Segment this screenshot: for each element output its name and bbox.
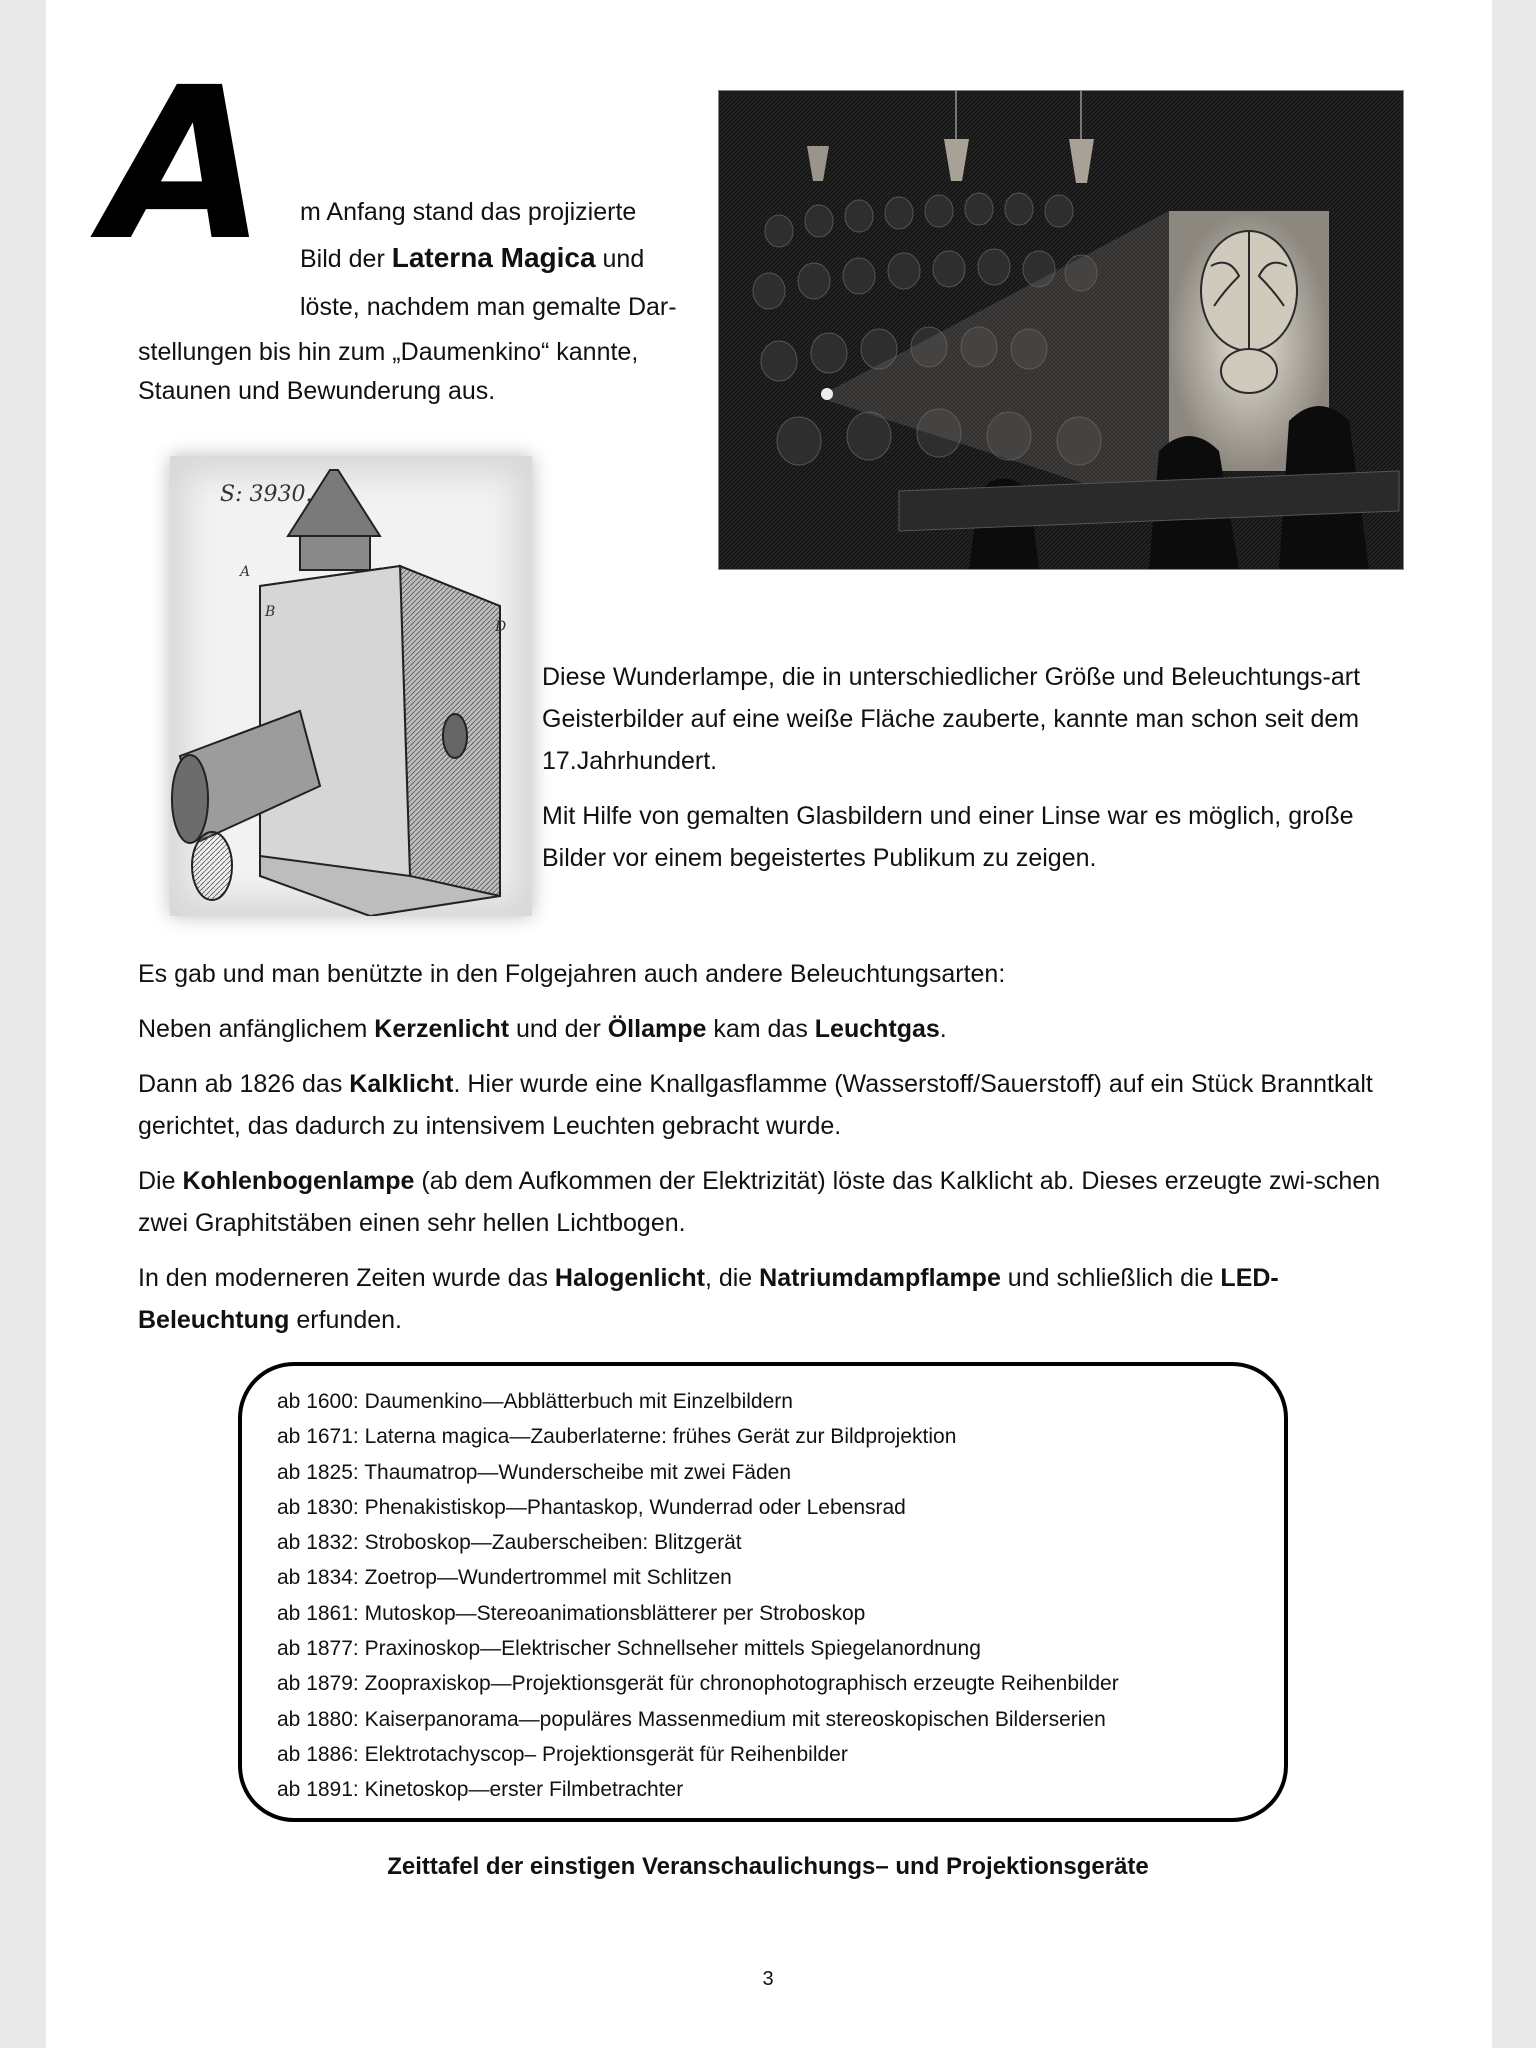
timeline-row: ab 1825: Thaumatrop—Wunderscheibe mit zwei Fäden bbox=[277, 1460, 792, 1484]
timeline-caption: Zeittafel der einstigen Veranschaulichungs– und Projektionsgeräte bbox=[387, 1853, 1149, 1880]
timeline-row: ab 1832: Stroboskop—Zauberscheiben: Blitzgerät bbox=[277, 1531, 742, 1555]
kalklicht-bold: Kalklicht bbox=[349, 1070, 454, 1098]
body-text-span: Dann ab 1826 das bbox=[138, 1070, 350, 1098]
body-text-span: kam das bbox=[706, 1015, 815, 1043]
intro-line-4: stellungen bis hin zum „Daumenkino“ kannte, bbox=[138, 338, 639, 366]
timeline-row: ab 1891: Kinetoskop—erster Filmbetrachter bbox=[277, 1778, 684, 1802]
svg-text:B: B bbox=[265, 604, 276, 620]
body-text-span: und der bbox=[509, 1015, 608, 1043]
timeline-row: ab 1830: Phenakistiskop—Phantaskop, Wunderrad oder Lebensrad bbox=[277, 1495, 906, 1519]
body-paragraph-2 bbox=[138, 1008, 1408, 1050]
led-beleuchtung-bold: LED-Beleuchtung bbox=[138, 1264, 1279, 1334]
timeline-row: ab 1671: Laterna magica—Zauberlaterne: frühes Gerät zur Bildprojektion bbox=[277, 1425, 957, 1449]
timeline-row: ab 1834: Zoetrop—Wundertrommel mit Schlitzen bbox=[277, 1566, 732, 1590]
lighting-history-text bbox=[138, 953, 1408, 1354]
laterna-magica-drawing bbox=[170, 456, 532, 916]
intro-line-3: löste, nachdem man gemalte Dar- bbox=[300, 293, 677, 321]
lantern-description bbox=[542, 656, 1400, 892]
lantern-illustration bbox=[170, 456, 532, 916]
engraving-illustration bbox=[719, 91, 1403, 569]
oellampe-bold: Öllampe bbox=[607, 1015, 707, 1043]
timeline-row: ab 1861: Mutoskop—Stereoanimationsblätterer per Stroboskop bbox=[277, 1601, 866, 1625]
body-paragraph-3 bbox=[138, 1063, 1408, 1147]
lantern-description-p2: Mit Hilfe von gemalten Glasbildern und einer Linse war es möglich, große Bilder vor einem begeistertes Publikum zu zeigen. bbox=[542, 802, 1354, 872]
body-text-span: Die bbox=[138, 1167, 183, 1195]
body-text-span: , die bbox=[704, 1264, 760, 1292]
intro-line-5: Staunen und Bewunderung aus. bbox=[138, 377, 496, 405]
body-text-span: In den moderneren Zeiten wurde das bbox=[138, 1264, 555, 1292]
body-text-span: und schließlich die bbox=[1000, 1264, 1221, 1292]
intro-line-2 bbox=[300, 235, 644, 282]
drop-cap: A bbox=[104, 42, 267, 287]
body-paragraph-1: Es gab und man benützte in den Folgejahren auch andere Beleuchtungsarten: bbox=[138, 960, 1006, 988]
body-text-span: . Hier wurde eine Knallgasflamme (Wasserstoff/Sauerstoff) auf ein Stück Branntkalt gerichtet, das dadurch zu intensivem Leuchten gebracht wurde. bbox=[138, 1070, 1373, 1140]
intro-line-2-start: Bild der bbox=[300, 245, 392, 273]
intro-line-2-end: und bbox=[595, 245, 645, 273]
leuchtgas-bold: Leuchtgas bbox=[814, 1015, 940, 1043]
body-text-span: erfunden. bbox=[289, 1306, 402, 1334]
natriumdampflampe-bold: Natriumdampflampe bbox=[759, 1264, 1001, 1292]
body-paragraph-5 bbox=[138, 1257, 1408, 1341]
body-text-span: (ab dem Aufkommen der Elektrizität) löste das Kalklicht ab. Dieses erzeugte zwi-schen zwei Graphitstäben einen sehr hellen Lichtbogen. bbox=[138, 1167, 1381, 1237]
kohlenbogenlampe-bold: Kohlenbogenlampe bbox=[182, 1167, 415, 1195]
kerzenlicht-bold: Kerzenlicht bbox=[374, 1015, 510, 1043]
halogenlicht-bold: Halogenlicht bbox=[554, 1264, 705, 1292]
page-number: 3 bbox=[762, 1968, 774, 1990]
body-text-span: Neben anfänglichem bbox=[138, 1015, 375, 1043]
svg-text:D: D bbox=[495, 619, 507, 635]
body-text-span: . bbox=[939, 1015, 947, 1043]
timeline-box bbox=[238, 1362, 1288, 1822]
timeline-row: ab 1880: Kaiserpanorama—populäres Massenmedium mit stereoskopischen Bilderserien bbox=[277, 1707, 1106, 1731]
lantern-description-p1: Diese Wunderlampe, die in unterschiedlicher Größe und Beleuchtungs-art Geisterbilder auf eine weiße Fläche zauberte, kannte man schon seit dem 17.Jahrhundert. bbox=[542, 663, 1361, 775]
svg-text:A: A bbox=[240, 564, 251, 580]
lecture-hall-engraving bbox=[718, 90, 1404, 570]
timeline-row: ab 1877: Praxinoskop—Elektrischer Schnellseher mittels Spiegelanordnung bbox=[277, 1637, 981, 1661]
laterna-magica-bold: Laterna Magica bbox=[391, 242, 596, 273]
intro-line-1: m Anfang stand das projizierte bbox=[300, 198, 637, 226]
timeline-row: ab 1886: Elektrotachyscop– Projektionsgerät für Reihenbilder bbox=[277, 1742, 848, 1766]
timeline-row: ab 1879: Zoopraxiskop—Projektionsgerät für chronophotographisch erzeugte Reihenbilder bbox=[277, 1672, 1119, 1696]
body-paragraph-4 bbox=[138, 1160, 1408, 1244]
drawing-signature: S: 3930. bbox=[220, 482, 313, 507]
timeline-row: ab 1600: Daumenkino—Abblätterbuch mit Einzelbildern bbox=[277, 1390, 793, 1413]
